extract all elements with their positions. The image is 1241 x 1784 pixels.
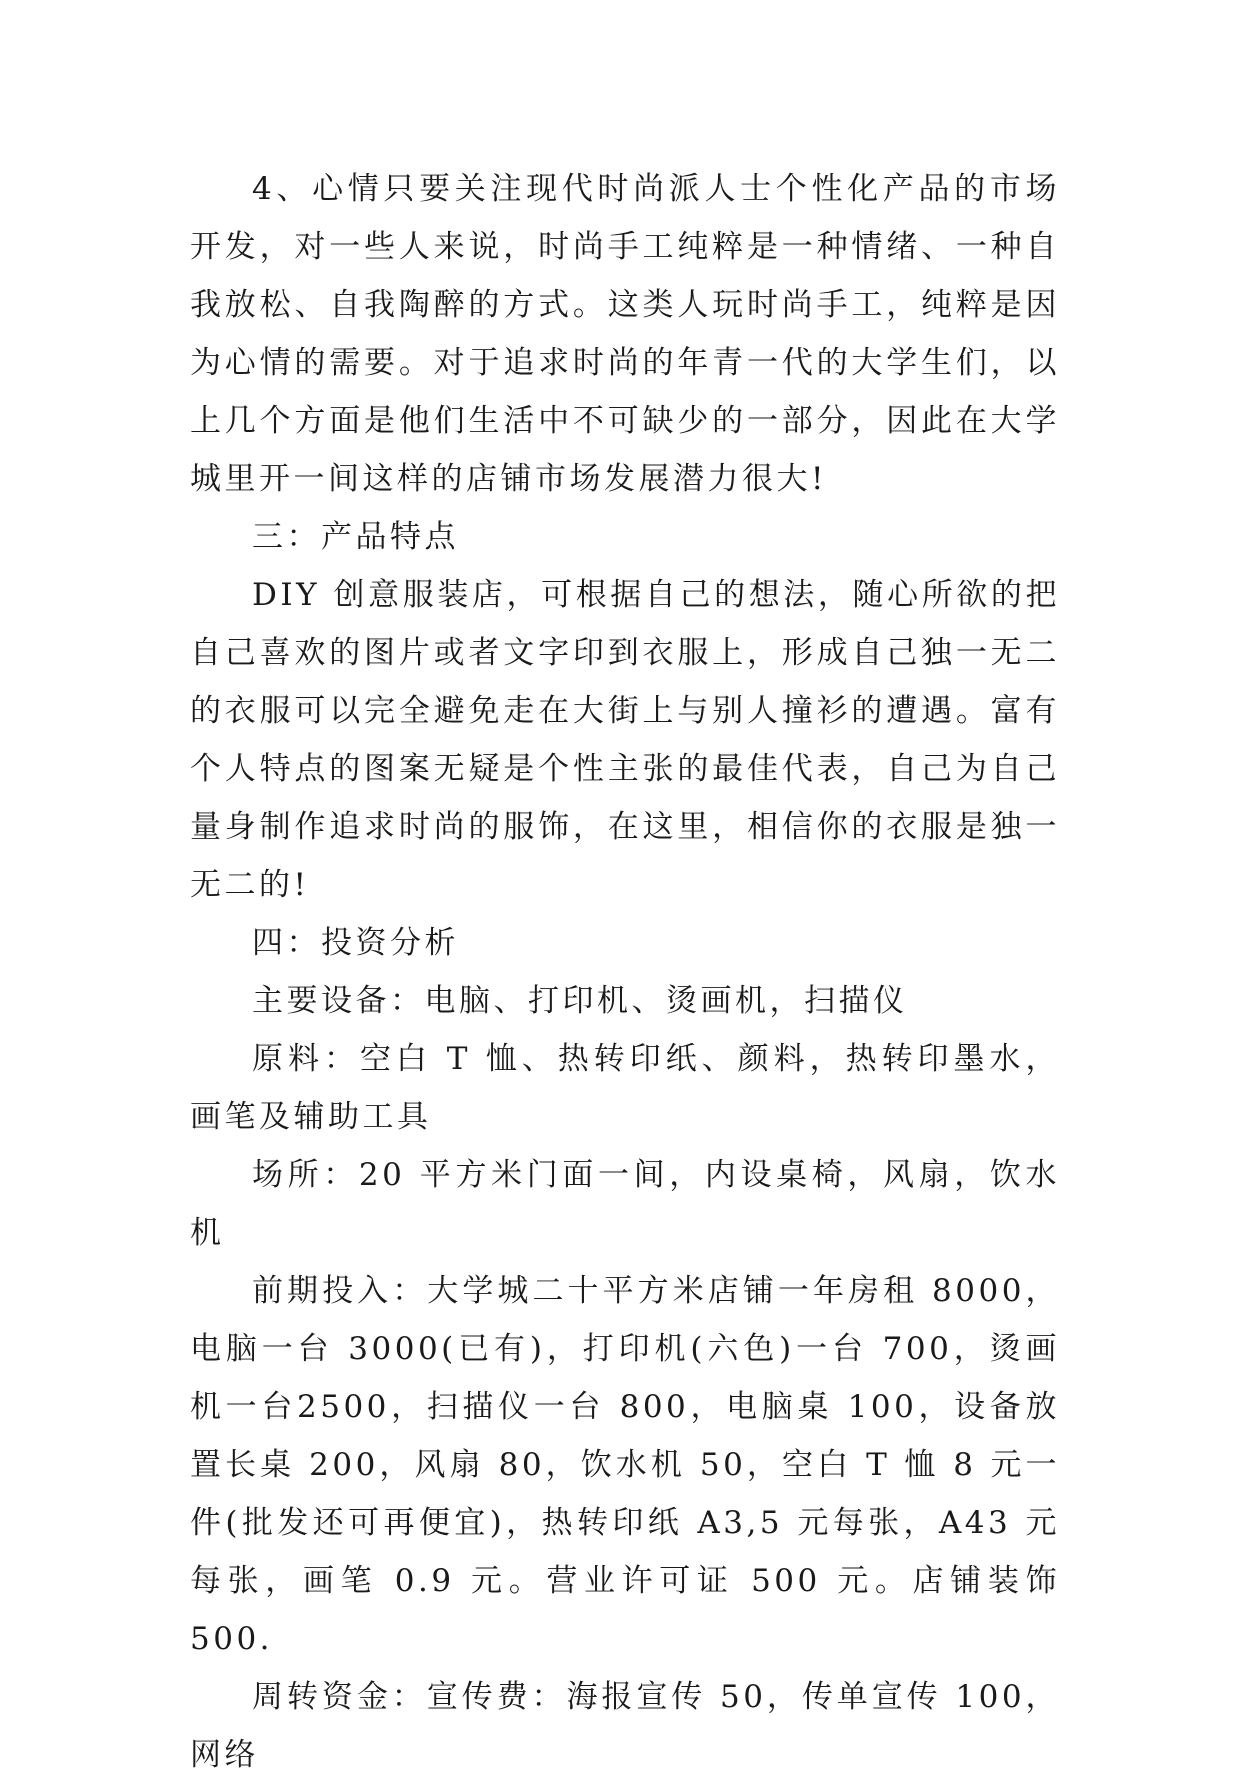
paragraph-working-capital: 周转资金：宣传费：海报宣传 50，传单宣传 100，网络 [190, 1679, 1060, 1773]
paragraph-product-features: DIY 创意服装店，可根据自己的想法，随心所欲的把自己喜欢的图片或者文字印到衣服上，形成自己独一无二的衣服可以完全避免走在大街上与别人撞衫的遭遇。富有个人特点的图案无疑是个性主张的最佳代表，自己为自己量身制作追求时尚的服饰，在这里，相信你的衣服是独一无二的! [190, 577, 1060, 903]
section-heading-product-features: 三：产品特点 [252, 519, 459, 555]
paragraph-initial-investment: 前期投入：大学城二十平方米店铺一年房租 8000，电脑一台 3000(已有)，打印机(六色)一台 700，烫画机一台2500，扫描仪一台 800，电脑桌 100，设备放置长桌 200，风扇 80，饮水机 50，空白 T 恤 8 元一件(批发还可再便宜)，热转印纸 A3,5 元每张，A43 元每张，画笔 0.9 元。营业许可证 500 元。店铺装饰 500. [190, 1273, 1060, 1657]
paragraph-market-mood: 4、心情只要关注现代时尚派人士个性化产品的市场开发，对一些人来说，时尚手工纯粹是一种情绪、一种自我放松、自我陶醉的方式。这类人玩时尚手工，纯粹是因为心情的需要。对于追求时尚的年青一代的大学生们，以上几个方面是他们生活中不可缺少的一部分，因此在大学城里开一间这样的店铺市场发展潜力很大! [190, 171, 1060, 497]
paragraph-main-equipment: 主要设备：电脑、打印机、烫画机，扫描仪 [252, 983, 908, 1019]
document-body [190, 160, 1060, 1784]
paragraph-venue: 场所：20 平方米门面一间，内设桌椅，风扇，饮水机 [190, 1157, 1060, 1251]
paragraph-raw-materials: 原料：空白 T 恤、热转印纸、颜料，热转印墨水，画笔及辅助工具 [190, 1041, 1060, 1135]
section-heading-investment-analysis: 四：投资分析 [252, 925, 459, 961]
